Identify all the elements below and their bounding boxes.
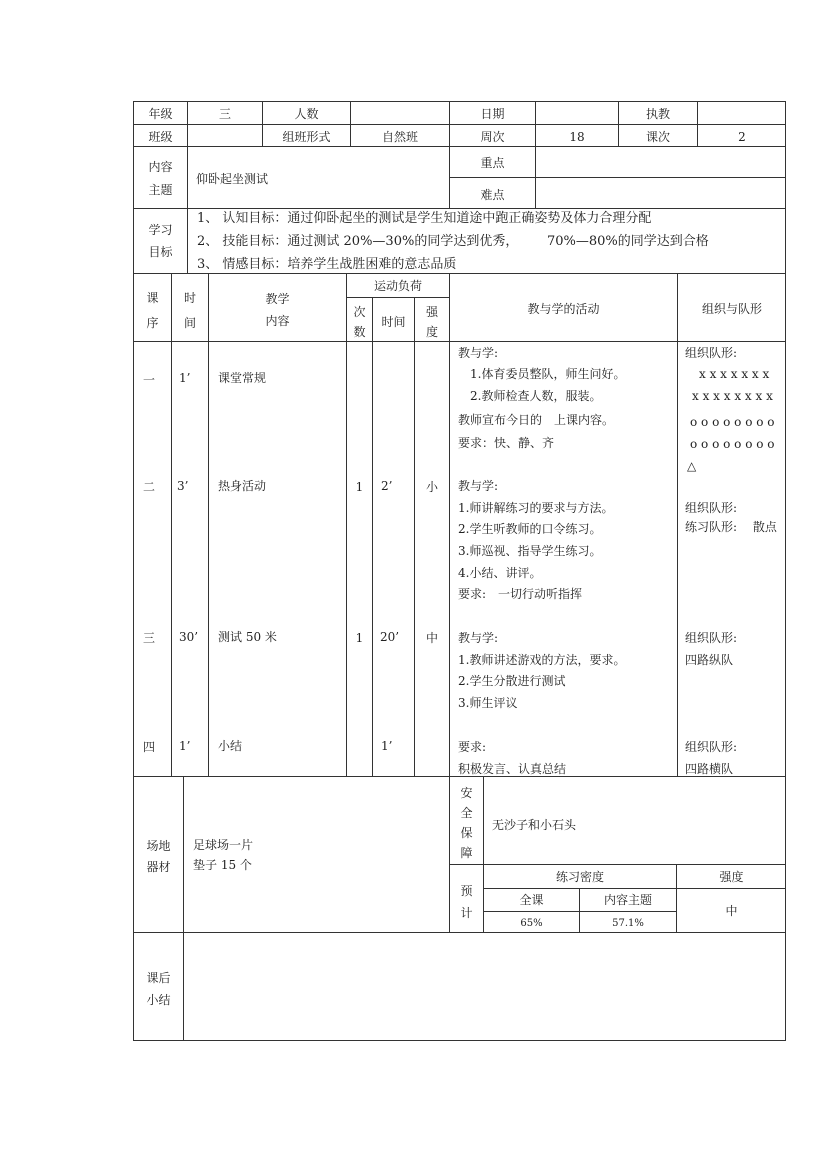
- col-intensity-1: 强: [425, 305, 438, 319]
- row-4-seq: 四: [142, 740, 155, 754]
- activity-text: 2.学生听教师的口令练习。: [458, 522, 602, 536]
- group-value: 自然班: [381, 130, 418, 144]
- activity-text: 1.教师讲述游戏的方法，要求。: [458, 653, 626, 667]
- topic-label-2: 主题: [148, 183, 173, 197]
- row-3-count: 1: [355, 631, 364, 645]
- group-label: 组班形式: [282, 130, 331, 144]
- organization-text: o o o o o o o o: [690, 415, 775, 429]
- topic-density-label: 内容主题: [603, 893, 652, 907]
- activity-text: 3.师巡视、指导学生练习。: [458, 544, 602, 558]
- divider: [183, 932, 184, 1041]
- organization-text: 四路横队: [685, 762, 734, 776]
- organization-text: 四路纵队: [685, 653, 734, 667]
- estimate-label: 预: [460, 884, 473, 898]
- row-1-content: 课堂常规: [218, 371, 267, 385]
- week-value: 18: [569, 130, 585, 144]
- col-count-1: 次: [353, 305, 366, 319]
- teacher-label: 执教: [645, 107, 670, 121]
- row-2-intensity: 小: [425, 480, 438, 494]
- row-4-time: 1’: [179, 739, 191, 753]
- venue-label-1: 场地: [146, 839, 171, 853]
- organization-text: o o o o o o o o: [690, 437, 775, 451]
- organization-text: 组织队形:: [685, 740, 738, 754]
- col-load-time: 时间: [381, 315, 406, 329]
- activity-text: 教与学:: [458, 479, 499, 493]
- topic-label-1: 内容: [148, 160, 173, 174]
- activity-text: 1.体育委员整队，师生问好。: [470, 367, 626, 381]
- class-label: 班级: [148, 130, 173, 144]
- activity-text: 要求:: [458, 740, 487, 754]
- col-intensity-2: 度: [425, 325, 438, 339]
- divider: [483, 776, 484, 933]
- organization-text: 练习队形: 散点: [685, 520, 777, 534]
- key-label: 重点: [480, 156, 505, 170]
- col-count-2: 数: [353, 325, 366, 339]
- activity-text: 教与学:: [458, 346, 499, 360]
- grade-label: 年级: [148, 107, 173, 121]
- row-3-load-time: 20’: [380, 630, 400, 644]
- col-time-1: 时: [183, 291, 196, 305]
- summary-block: [133, 932, 786, 1041]
- count-label: 人数: [294, 107, 319, 121]
- row-3-content: 测试 50 米: [218, 630, 277, 644]
- activity-text: 1.师讲解练习的要求与方法。: [458, 501, 614, 515]
- strength-value: 中: [725, 904, 738, 918]
- activity-text: 要求: 一切行动听指挥: [458, 587, 583, 601]
- divider: [677, 273, 678, 777]
- activity-text: 2.教师检查人数，服装。: [470, 389, 602, 403]
- row-2-content: 热身活动: [218, 479, 267, 493]
- whole-lesson-value: 65%: [520, 918, 543, 929]
- row-1-time: 1’: [179, 371, 191, 385]
- goal-line-3: 3、 情感目标：培养学生战胜困难的意志品质: [197, 257, 457, 272]
- difficulty-label: 难点: [480, 188, 505, 202]
- row-2-seq: 二: [142, 480, 155, 494]
- activity-text: 教师宣布今日的 上课内容。: [458, 413, 615, 427]
- safety-value: 无沙子和小石头: [492, 818, 577, 832]
- divider: [346, 297, 450, 298]
- goal-line-1: 1、 认知目标：通过仰卧起坐的测试是学生知道途中跑正确姿势及体力合理分配: [197, 211, 652, 226]
- activity-text: 2.学生分散进行测试: [458, 674, 566, 688]
- safety-label: 全: [460, 806, 473, 820]
- safety-label: 保: [460, 826, 473, 840]
- summary-label-2: 小结: [146, 993, 171, 1007]
- estimate-label: 计: [460, 906, 473, 920]
- strength-label: 强度: [719, 870, 744, 884]
- col-time-2: 间: [183, 316, 196, 330]
- row-4-content: 小结: [218, 739, 243, 753]
- summary-label-1: 课后: [146, 971, 171, 985]
- divider: [414, 297, 415, 777]
- goals-label-1: 学习: [148, 223, 173, 237]
- activity-text: 要求：快、静、齐: [458, 436, 555, 450]
- lesson-label: 课次: [645, 130, 670, 144]
- goal-line-2b: 70%—80%的同学达到合格: [547, 234, 709, 249]
- organization-text: 组织队形:: [685, 346, 738, 360]
- divider: [372, 297, 373, 777]
- grade-value: 三: [218, 107, 231, 121]
- topic-density-value: 57.1%: [612, 918, 644, 929]
- row-2-time: 3’: [177, 479, 189, 493]
- divider: [187, 208, 188, 274]
- lesson-value: 2: [738, 130, 746, 144]
- divider: [208, 273, 209, 777]
- goal-line-2a: 2、 技能目标：通过测试 20%—30%的同学达到优秀，: [197, 234, 519, 249]
- teacher-position-icon: △: [687, 459, 697, 473]
- col-content-2: 内容: [265, 314, 290, 328]
- divider: [346, 273, 347, 777]
- col-seq-2: 序: [146, 316, 159, 330]
- row-3-intensity: 中: [425, 631, 438, 645]
- topic-value: 仰卧起坐测试: [196, 172, 269, 186]
- organization-text: 组织队形:: [685, 631, 738, 645]
- goals-label-2: 目标: [148, 245, 173, 259]
- divider: [449, 177, 786, 178]
- row-3-seq: 三: [142, 631, 155, 645]
- organization-text: 组织队形:: [685, 501, 738, 515]
- activity-text: 教与学:: [458, 631, 499, 645]
- divider: [171, 273, 172, 777]
- divider: [133, 341, 786, 342]
- col-content-1: 教学: [265, 292, 290, 306]
- row-4-load-time: 1’: [381, 739, 393, 753]
- density-label: 练习密度: [555, 870, 604, 884]
- date-label: 日期: [480, 107, 505, 121]
- row-2-count: 1: [355, 480, 364, 494]
- divider: [449, 864, 786, 865]
- venue-label-2: 器材: [146, 860, 171, 874]
- activity-text: 积极发言、认真总结: [458, 762, 567, 776]
- safety-label: 安: [460, 786, 473, 800]
- divider: [449, 273, 450, 777]
- organization-text: x x x x x x x: [699, 367, 770, 381]
- safety-label: 障: [460, 846, 473, 860]
- organization-text: x x x x x x x x: [692, 389, 773, 403]
- col-organization: 组织与队形: [701, 302, 762, 316]
- divider: [676, 888, 786, 889]
- row-2-load-time: 2’: [381, 479, 393, 493]
- activity-text: 4.小结、讲评。: [458, 566, 542, 580]
- whole-lesson-label: 全课: [519, 893, 544, 907]
- week-label: 周次: [480, 130, 505, 144]
- venue-line-1: 足球场一片: [193, 838, 254, 852]
- divider: [183, 776, 184, 933]
- activity-text: 3.师生评议: [458, 696, 518, 710]
- col-load: 运动负荷: [373, 279, 422, 293]
- col-seq-1: 课: [146, 291, 159, 305]
- col-activity: 教与学的活动: [527, 302, 600, 316]
- venue-line-2: 垫子 15 个: [193, 858, 252, 872]
- row-1-seq: 一: [142, 373, 155, 387]
- row-3-time: 30’: [179, 630, 199, 644]
- divider: [187, 146, 188, 209]
